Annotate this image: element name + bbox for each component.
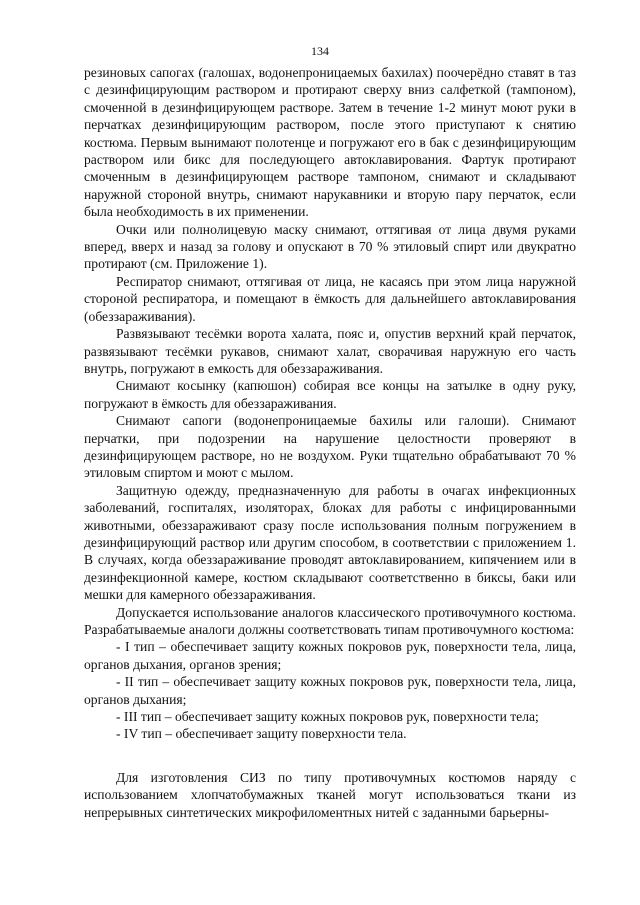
page-number: 134 <box>311 44 329 58</box>
list-item: - II тип – обеспечивает защиту кожных покровов рук, поверхности тела, лица, органов дыхания; <box>84 674 576 707</box>
list-item: - III тип – обеспечивает защиту кожных покровов рук, поверхности тела; <box>116 709 539 725</box>
section-gap <box>84 743 576 769</box>
paragraph: Развязывают тесёмки ворота халата, пояс и, опустив верхний край перчаток, развязывают тесёмки рукавов, снимают халат, сворачивая наружную его часть внутрь, погружают в емкость для обеззараживания. <box>84 326 576 376</box>
list-item: - IV тип – обеспечивает защиту поверхности тела. <box>116 726 407 742</box>
paragraph: Респиратор снимают, оттягивая от лица, не касаясь при этом лица наружной стороной респиратора, и помещают в ёмкость для дальнейшего автоклавирования (обеззараживания). <box>84 273 576 324</box>
paragraph: Очки или полнолицевую маску снимают, оттягивая от лица двумя руками вперед, вверх и назад за голову и опускают в 70 % этиловый спирт или двукратно протирают (см. Приложение 1). <box>84 221 576 272</box>
paragraph: Для изготовления СИЗ по типу противочумных костюмов наряду с использованием хлопчатобумажных тканей могут использоваться ткани из непрерывных синтетических микрофиломентных нитей с заданными барьерны- <box>84 769 576 820</box>
list-item: - I тип – обеспечивает защиту кожных покровов рук, поверхности тела, лица, органов дыхания, органов зрения; <box>84 639 576 672</box>
suit-type-list <box>84 638 576 742</box>
document-body <box>84 64 576 821</box>
paragraph: Допускается использование аналогов классического противочумного костюма. Разрабатываемые аналоги должны соответствовать типам противочумного костюма: <box>84 604 576 637</box>
paragraph: Защитную одежду, предназначенную для работы в очагах инфекционных заболеваний, госпиталях, изоляторах, блоках для работы с инфицированными животными, обеззараживают сразу после использования полным погружением в дезинфицирующий раствор или другим способом, в соответствии с приложением 1. В случаях, когда обеззараживание проводят автоклавированием, кипячением или в дезинфекционной камере, костюм складывают соответственно в биксы, баки или мешки для камерного обеззараживания. <box>84 482 576 603</box>
paragraph: резиновых сапогах (галошах, водонепроницаемых бахилах) поочерёдно ставят в таз с дезинфицирующим раствором и протирают сверху вниз салфеткой (тампоном), смоченной в дезинфицирующем растворе. Затем в течение 1-2 минут моют руки в перчатках дезинфицирующим раствором, после этого приступают к снятию костюма. Первым вынимают полотенце и погружают его в бак с дезинфицирующим раствором или бикс для последующего автоклавирования. Фартук протирают смоченным в дезинфицирующем растворе тампоном, снимают и складывают наружной стороной внутрь, снимают нарукавники и вторую пару перчаток, если была необходимость в их применении. <box>84 65 576 220</box>
paragraph: Снимают сапоги (водонепроницаемые бахилы или галоши). Снимают перчатки, при подозрении на нарушение целостности проверяют в дезинфицирующем растворе, но не воздухом. Руки тщательно обрабатывают 70 % этиловым спиртом и моют с мылом. <box>84 413 576 481</box>
paragraph: Снимают косынку (капюшон) собирая все концы на затылке в одну руку, погружают в ёмкость для обеззараживания. <box>84 378 576 411</box>
